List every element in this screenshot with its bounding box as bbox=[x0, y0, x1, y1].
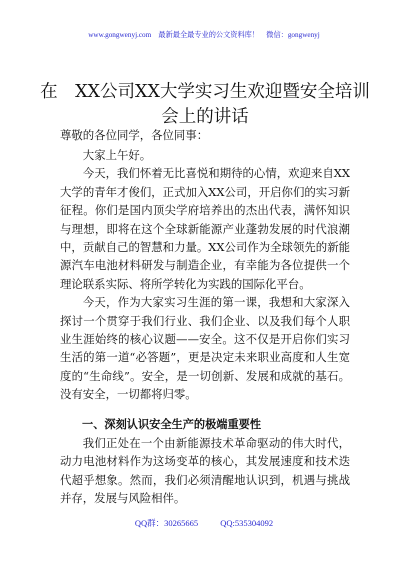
body-section-2 bbox=[60, 434, 350, 508]
footer-contact bbox=[0, 517, 408, 529]
section-heading: 一、深刻认识安全生产的极端重要性 bbox=[82, 418, 262, 431]
salutation: 尊敬的各位同学，各位同事： bbox=[60, 128, 209, 142]
paragraph-2: 今天，作为大家实习生涯的第一课，我想和大家深入探讨一个贯穿于我们行业、我们企业、以及我们每个人职业生涯始终的核心议题——安全。这不仅是开启你们实习生活的第一道“必答题”，更是决定未来职业高度和人生宽度的“生命线”。安全，是一切创新、发展和成就的基石。没有安全，一切都将归零。 bbox=[60, 295, 350, 402]
footer-qq-group: QQ群：30265665 bbox=[134, 518, 199, 528]
footer-qq: QQ:535304092 bbox=[220, 518, 274, 528]
document-title: 在 XX公司XX大学实习生欢迎暨安全培训会上的讲话 bbox=[40, 82, 370, 127]
header-wechat: 微信：gongwenyj bbox=[266, 31, 320, 39]
greeting: 大家上午好。 bbox=[82, 148, 152, 162]
header-banner bbox=[0, 30, 408, 40]
header-site-link[interactable]: www.gongwenyj.com bbox=[88, 31, 152, 39]
section-paragraph: 我们正处在一个由新能源技术革命驱动的伟大时代，动力电池材料作为这场变革的核心，其发展速度和技术迭代超乎想象。然而，我们必须清醒地认识到，机遇与挑战并存，发展与风险相伴。 bbox=[60, 436, 350, 506]
header-slogan: 最新最全最专业的公文资料库！ bbox=[158, 31, 260, 39]
paragraph-1: 今天，我们怀着无比喜悦和期待的心情，欢迎来自XX大学的青年才俊们，正式加入XX公司，开启你们的实习新征程。你们是国内顶尖学府培养出的杰出代表，满怀知识与理想，即将在这个全球新能源产业蓬勃发展的时代浪潮中，贡献自己的智慧和力量。XX公司作为全球领先的新能源汽车电池材料研发与制造企业，有幸能为各位提供一个理论联系实际、将所学转化为实践的国际化平台。 bbox=[60, 166, 350, 291]
body-section-1 bbox=[60, 146, 350, 404]
